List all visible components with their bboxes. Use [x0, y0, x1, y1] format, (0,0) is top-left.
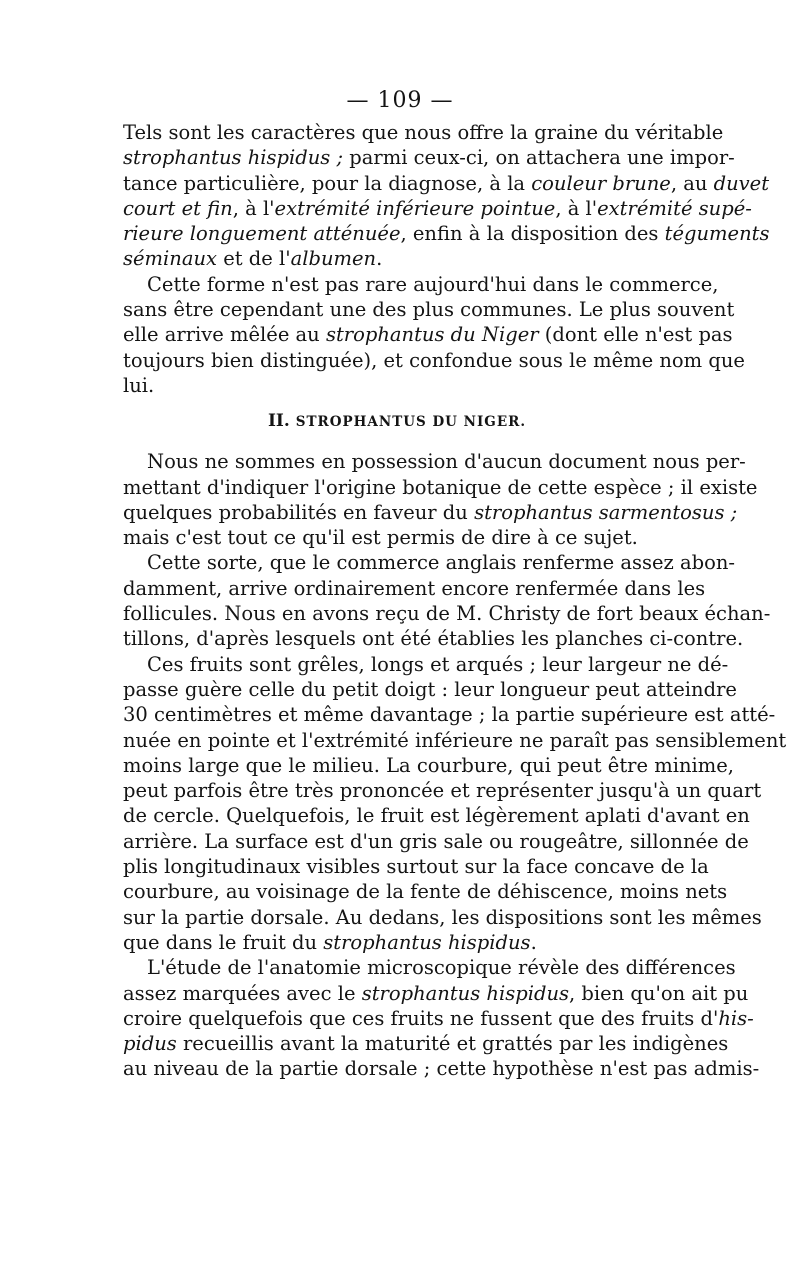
text-line [123, 1031, 729, 1056]
text-run: arrière. La surface est d'un gris sale ou rougeâtre, sillonnée de [123, 829, 749, 853]
text-line [123, 525, 671, 550]
italic-text-run: strophantus hispidus [323, 930, 531, 954]
text-run: sur la partie dorsale. Au dedans, les dispositions sont les mêmes [123, 905, 762, 929]
text-line [123, 576, 706, 601]
text-run: Tels sont les caractères que nous offre la graine du véritable [123, 121, 724, 144]
text-line [123, 348, 745, 373]
text-line [123, 753, 734, 778]
text-run: plis longitudinaux visibles surtout sur la face concave de la [123, 855, 709, 879]
text-run: quelques probabilités en faveur du [123, 500, 475, 524]
text-line [123, 981, 749, 1006]
text-run: , au [670, 171, 714, 195]
text-run: damment, arrive ordinairement encore renfermée dans les [123, 576, 706, 600]
text-line [123, 246, 671, 271]
italic-text-run: strophantus hispidus ; [123, 146, 344, 170]
text-run: Ces fruits sont grêles, longs et arqués ; leur largeur ne dé- [147, 652, 729, 676]
text-run: recueillis avant la maturité et grattés par les indigènes [176, 1032, 729, 1056]
text-line [123, 1056, 760, 1081]
text-line [123, 854, 709, 879]
text-run: parmi ceux-ci, on attachera une impor- [343, 146, 735, 170]
italic-text-run: court et fin [123, 196, 233, 220]
text-line [123, 500, 738, 525]
text-line [123, 221, 770, 246]
section-heading [123, 408, 671, 435]
text-line [123, 449, 746, 474]
text-line [123, 297, 735, 322]
text-line [123, 373, 671, 398]
body-text [123, 120, 787, 1082]
text-line [123, 728, 787, 753]
text-run: peut parfois être très prononcée et représenter jusqu'à un quart [123, 779, 762, 803]
text-run: (dont elle n'est pas [538, 323, 733, 347]
text-line [123, 120, 724, 145]
text-run: , à l' [232, 196, 275, 220]
italic-text-run: strophantus du Niger [325, 323, 539, 347]
text-run: Cette forme n'est pas rare aujourd'hui dans le commerce, [147, 272, 719, 296]
text-line [123, 702, 776, 727]
text-line [123, 955, 736, 980]
page-number: — 109 — [346, 88, 454, 113]
text-line [123, 475, 758, 500]
text-run: croire quelquefois que ces fruits ne fussent que des fruits d' [123, 1006, 719, 1030]
italic-text-run: extrémité inférieure pointue [274, 196, 556, 220]
text-line [123, 930, 671, 955]
text-run: elle arrive mêlée au [123, 323, 326, 347]
text-run: L'étude de l'anatomie microscopique révèle des différences [147, 956, 736, 980]
italic-text-run: séminaux [123, 247, 218, 271]
text-line [123, 196, 752, 221]
text-line [123, 601, 771, 626]
section-title: STROPHANTUS DU NIGER. [295, 414, 527, 431]
text-run: assez marquées avec le [123, 981, 362, 1005]
text-run: , à l' [555, 196, 598, 220]
text-line [123, 626, 744, 651]
italic-text-run: strophantus hispidus [361, 981, 570, 1005]
text-run: , bien qu'on ait pu [569, 981, 749, 1005]
italic-text-run: albumen [290, 247, 377, 271]
text-run: 30 centimètres et même davantage ; la partie supérieure est atté- [123, 703, 776, 727]
text-line [123, 829, 749, 854]
text-line [123, 652, 729, 677]
italic-text-run: extrémité supé- [597, 196, 752, 220]
text-line [123, 905, 762, 930]
text-line [123, 803, 750, 828]
text-line [123, 145, 735, 170]
text-run: courbure, au voisinage de la fente de déhiscence, moins nets [123, 880, 728, 904]
italic-text-run: strophantus sarmentosus ; [474, 500, 738, 524]
text-run: lui. [123, 373, 155, 397]
text-run: Cette sorte, que le commerce anglais renferme assez abon- [147, 551, 735, 575]
text-run: mais c'est tout ce qu'il est permis de dire à ce sujet. [123, 526, 638, 550]
text-line [123, 879, 728, 904]
italic-text-run: his- [718, 1006, 754, 1030]
text-run: , enfin à la disposition des [400, 222, 665, 246]
text-run: . [530, 930, 537, 954]
text-run: et de l' [217, 247, 291, 271]
text-run: Nous ne sommes en possession d'aucun document nous per- [147, 450, 746, 474]
italic-text-run: rieure longuement atténuée [123, 222, 401, 246]
italic-text-run: téguments [664, 222, 770, 246]
text-run: follicules. Nous en avons reçu de M. Christy de fort beaux échan- [123, 602, 771, 626]
text-run: mettant d'indiquer l'origine botanique de cette espèce ; il existe [123, 475, 758, 499]
text-run: de cercle. Quelquefois, le fruit est légèrement aplati d'avant en [123, 804, 750, 828]
text-line [123, 677, 737, 702]
text-line [123, 1006, 754, 1031]
text-run: moins large que le milieu. La courbure, qui peut être minime, [123, 753, 734, 777]
text-run: nuée en pointe et l'extrémité inférieure ne paraît pas sensiblement [123, 728, 787, 752]
italic-text-run: duvet [713, 171, 770, 195]
italic-text-run: pidus [123, 1032, 177, 1056]
text-line [123, 272, 719, 297]
text-run: tance particulière, pour la diagnose, à la [123, 171, 532, 195]
text-line [123, 778, 762, 803]
italic-text-run: couleur brune [531, 171, 671, 195]
section-numeral: II. [267, 411, 290, 432]
text-run: toujours bien distinguée), et confondue sous le même nom que [123, 348, 745, 372]
text-run: que dans le fruit du [123, 930, 324, 954]
text-line [123, 322, 733, 347]
text-line [123, 171, 770, 196]
text-run: tillons, d'après lesquels ont été établies les planches ci-contre. [123, 627, 744, 651]
text-line [123, 550, 735, 575]
text-run: au niveau de la partie dorsale ; cette hypothèse n'est pas admis- [123, 1057, 760, 1081]
text-run: . [376, 247, 383, 271]
text-run: sans être cependant une des plus communes. Le plus souvent [123, 298, 735, 322]
text-run: passe guère celle du petit doigt : leur longueur peut atteindre [123, 677, 737, 701]
